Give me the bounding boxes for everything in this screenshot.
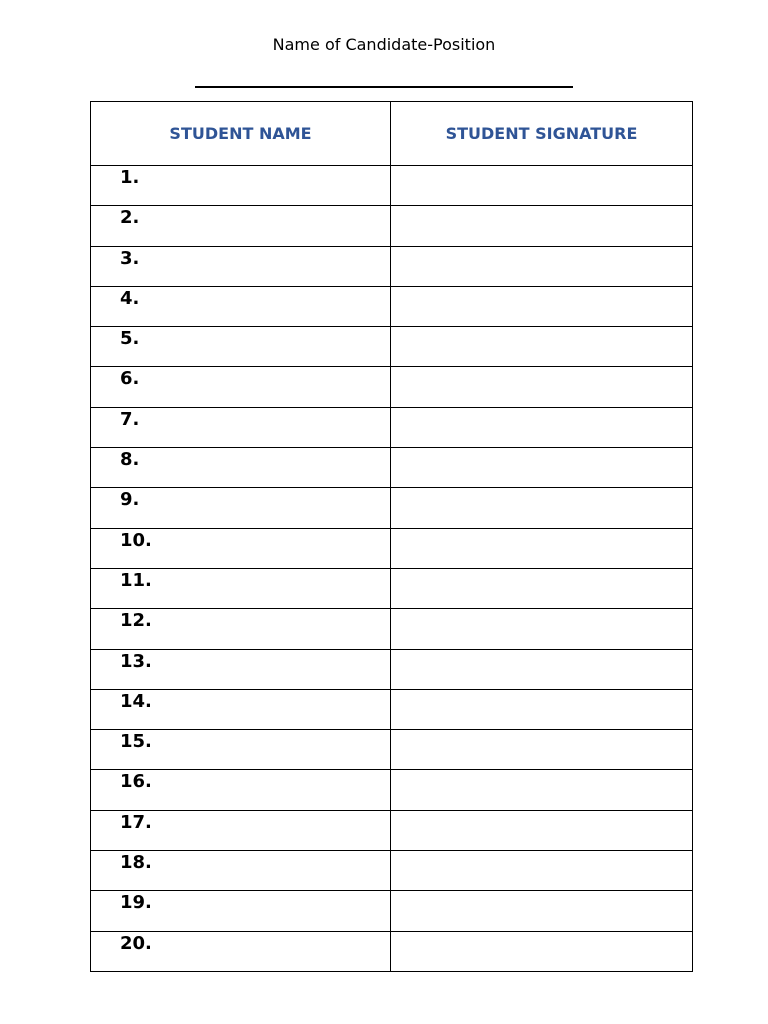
table-row [91, 689, 693, 729]
row-number: 2. [120, 207, 140, 229]
row-number: 20. [120, 932, 152, 954]
row-number: 1. [120, 167, 140, 188]
table-header-row [91, 102, 693, 166]
table-row [91, 609, 693, 649]
student-name-cell[interactable] [91, 528, 391, 568]
table-row [91, 206, 693, 246]
student-signature-cell[interactable] [391, 407, 693, 447]
student-name-cell[interactable] [91, 206, 391, 246]
student-signature-cell[interactable] [391, 649, 693, 689]
table-row [91, 448, 693, 488]
table-row [91, 166, 693, 206]
student-signature-cell[interactable] [391, 286, 693, 326]
table-row [91, 246, 693, 286]
table-row [91, 931, 693, 971]
student-name-cell[interactable] [91, 286, 391, 326]
row-number: 17. [120, 811, 152, 833]
table-row [91, 891, 693, 931]
student-signature-cell[interactable] [391, 689, 693, 729]
student-signature-cell[interactable] [391, 891, 693, 931]
table-body [91, 166, 693, 972]
table-row [91, 851, 693, 891]
row-number: 19. [120, 892, 152, 914]
table-row [91, 407, 693, 447]
student-name-cell[interactable] [91, 166, 391, 206]
row-number: 14. [120, 690, 152, 712]
student-signature-cell[interactable] [391, 609, 693, 649]
student-signature-cell[interactable] [391, 931, 693, 971]
row-number: 5. [120, 328, 140, 350]
table-row [91, 327, 693, 367]
table-row [91, 770, 693, 810]
student-signature-cell[interactable] [391, 246, 693, 286]
student-signature-cell[interactable] [391, 851, 693, 891]
row-number: 16. [120, 771, 152, 793]
header-student-name: STUDENT NAME [91, 102, 391, 166]
table-row [91, 810, 693, 850]
row-number: 6. [120, 368, 140, 390]
student-name-cell[interactable] [91, 327, 391, 367]
row-number: 3. [120, 247, 140, 269]
table-row [91, 568, 693, 608]
student-signature-cell[interactable] [391, 488, 693, 528]
row-number: 11. [120, 569, 152, 591]
student-name-cell[interactable] [91, 730, 391, 770]
student-signature-cell[interactable] [391, 206, 693, 246]
student-name-cell[interactable] [91, 609, 391, 649]
table-row [91, 730, 693, 770]
table-row [91, 286, 693, 326]
row-number: 9. [120, 489, 140, 511]
student-name-cell[interactable] [91, 448, 391, 488]
row-number: 7. [120, 408, 140, 430]
student-name-cell[interactable] [91, 931, 391, 971]
student-name-cell[interactable] [91, 810, 391, 850]
student-signature-cell[interactable] [391, 327, 693, 367]
student-signature-cell[interactable] [391, 568, 693, 608]
student-signature-cell[interactable] [391, 448, 693, 488]
table-row [91, 367, 693, 407]
student-signature-cell[interactable] [391, 810, 693, 850]
student-signature-cell[interactable] [391, 528, 693, 568]
student-signature-cell[interactable] [391, 770, 693, 810]
student-name-cell[interactable] [91, 649, 391, 689]
student-name-cell[interactable] [91, 367, 391, 407]
student-signature-cell[interactable] [391, 367, 693, 407]
row-number: 12. [120, 610, 152, 632]
table-row [91, 528, 693, 568]
row-number: 15. [120, 731, 152, 753]
student-name-cell[interactable] [91, 770, 391, 810]
student-name-cell[interactable] [91, 689, 391, 729]
signin-table [90, 101, 693, 972]
student-name-cell[interactable] [91, 407, 391, 447]
row-number: 8. [120, 449, 140, 471]
student-name-cell[interactable] [91, 891, 391, 931]
row-number: 13. [120, 650, 152, 672]
table-row [91, 488, 693, 528]
student-name-cell[interactable] [91, 488, 391, 528]
row-number: 18. [120, 852, 152, 874]
table-row [91, 649, 693, 689]
header-student-signature: STUDENT SIGNATURE [391, 102, 693, 166]
student-name-cell[interactable] [91, 246, 391, 286]
page-title: Name of Candidate-Position [272, 35, 496, 54]
student-name-cell[interactable] [91, 568, 391, 608]
row-number: 10. [120, 529, 152, 551]
student-signature-cell[interactable] [391, 166, 693, 206]
student-signature-cell[interactable] [391, 730, 693, 770]
row-number: 4. [120, 287, 140, 309]
title-underline [195, 86, 573, 88]
student-name-cell[interactable] [91, 851, 391, 891]
